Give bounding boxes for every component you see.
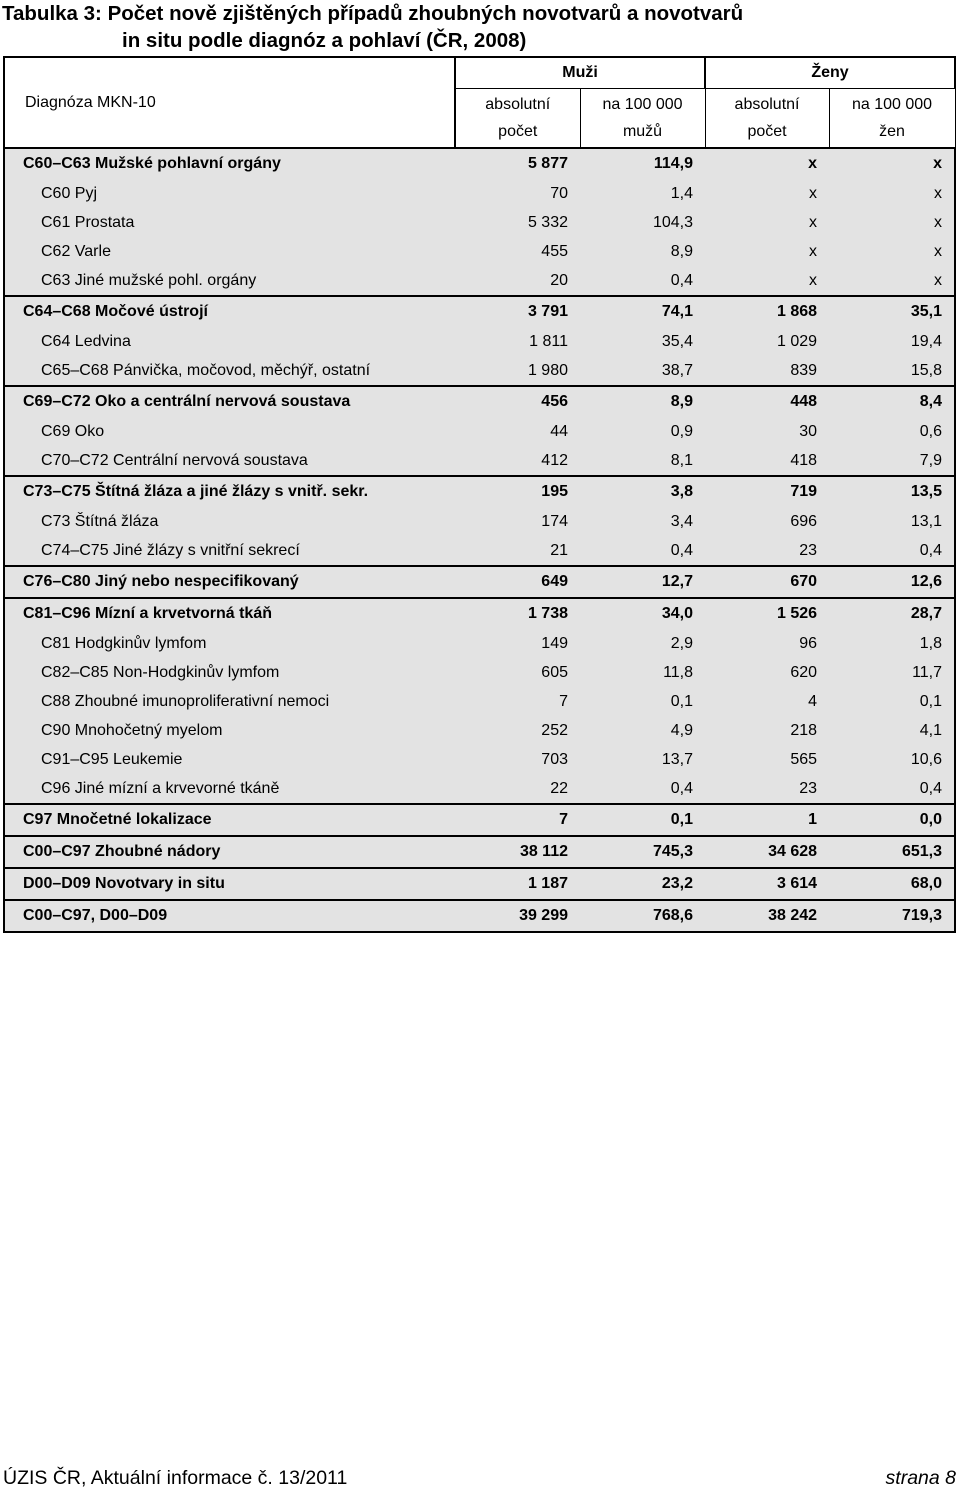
women-per-100k-cell: 12,6	[829, 566, 955, 598]
women-absolute-cell: x	[705, 237, 829, 266]
header-women-per-100k	[829, 89, 955, 149]
women-per-100k-cell: 19,4	[829, 327, 955, 356]
men-absolute-cell: 3 791	[455, 296, 580, 327]
women-absolute-cell: 1 029	[705, 327, 829, 356]
diagnosis-label: C69 Oko	[4, 417, 455, 446]
table-body	[4, 148, 955, 932]
table-row	[4, 208, 955, 237]
men-absolute-cell: 703	[455, 745, 580, 774]
table-title	[2, 0, 743, 54]
table-row	[4, 716, 955, 745]
women-per-100k-cell: 7,9	[829, 446, 955, 476]
diagnosis-table	[3, 56, 956, 933]
men-absolute-cell: 1 980	[455, 356, 580, 386]
diagnosis-label: C74–C75 Jiné žlázy s vnitřní sekrecí	[4, 536, 455, 566]
diagnosis-label: C64–C68 Močové ústrojí	[4, 296, 455, 327]
men-per-100k-cell: 0,1	[580, 687, 705, 716]
women-per-100k-cell: 1,8	[829, 629, 955, 658]
footer-page-number: strana 8	[885, 1467, 956, 1489]
women-per-100k-cell: x	[829, 208, 955, 237]
men-per-100k-cell: 0,1	[580, 804, 705, 836]
table-row	[4, 296, 955, 327]
table-row	[4, 237, 955, 266]
women-per-100k-cell: 68,0	[829, 868, 955, 900]
women-per-100k-cell: 4,1	[829, 716, 955, 745]
women-per-100k-cell: x	[829, 237, 955, 266]
diagnosis-label: C73 Štítná žláza	[4, 507, 455, 536]
table-row	[4, 446, 955, 476]
men-per-100k-cell: 104,3	[580, 208, 705, 237]
women-absolute-cell: 418	[705, 446, 829, 476]
men-absolute-cell: 44	[455, 417, 580, 446]
women-absolute-cell: 3 614	[705, 868, 829, 900]
men-absolute-cell: 455	[455, 237, 580, 266]
men-per-100k-cell: 745,3	[580, 836, 705, 868]
diagnosis-label: C60–C63 Mužské pohlavní orgány	[4, 148, 455, 179]
women-per-100k-cell: 15,8	[829, 356, 955, 386]
women-absolute-cell: 218	[705, 716, 829, 745]
women-absolute-cell: 719	[705, 476, 829, 507]
women-absolute-cell: 448	[705, 386, 829, 417]
men-absolute-cell: 649	[455, 566, 580, 598]
women-absolute-cell: 4	[705, 687, 829, 716]
men-per-100k-cell: 0,4	[580, 536, 705, 566]
men-per-100k-cell: 11,8	[580, 658, 705, 687]
men-absolute-cell: 195	[455, 476, 580, 507]
women-absolute-cell: 96	[705, 629, 829, 658]
table-row	[4, 327, 955, 356]
table-row	[4, 900, 955, 932]
women-per-100k-cell: 13,1	[829, 507, 955, 536]
women-absolute-cell: 565	[705, 745, 829, 774]
diagnosis-label: C63 Jiné mužské pohl. orgány	[4, 266, 455, 296]
men-per-100k-cell: 4,9	[580, 716, 705, 745]
women-absolute-cell: x	[705, 179, 829, 208]
diagnosis-label: D00–D09 Novotvary in situ	[4, 868, 455, 900]
women-absolute-cell: 34 628	[705, 836, 829, 868]
table-row	[4, 629, 955, 658]
diagnosis-label: C76–C80 Jiný nebo nespecifikovaný	[4, 566, 455, 598]
men-per-100k-cell: 0,4	[580, 266, 705, 296]
women-per-100k-cell: x	[829, 266, 955, 296]
men-absolute-cell: 22	[455, 774, 580, 804]
footer-source: ÚZIS ČR, Aktuální informace č. 13/2011	[3, 1467, 348, 1489]
table-row	[4, 148, 955, 179]
table-row	[4, 804, 955, 836]
table-row	[4, 507, 955, 536]
table-row	[4, 598, 955, 629]
women-absolute-cell: 1 868	[705, 296, 829, 327]
men-per-100k-cell: 35,4	[580, 327, 705, 356]
diagnosis-label: C70–C72 Centrální nervová soustava	[4, 446, 455, 476]
men-per-100k-cell: 0,4	[580, 774, 705, 804]
diagnosis-label: C91–C95 Leukemie	[4, 745, 455, 774]
diagnosis-label: C81 Hodgkinův lymfom	[4, 629, 455, 658]
header-diagnosis: Diagnóza MKN-10	[4, 57, 455, 148]
table-row	[4, 476, 955, 507]
diagnosis-label: C90 Mnohočetný myelom	[4, 716, 455, 745]
women-per-100k-cell: 0,6	[829, 417, 955, 446]
women-absolute-cell: 839	[705, 356, 829, 386]
men-absolute-cell: 1 187	[455, 868, 580, 900]
table-row	[4, 417, 955, 446]
men-absolute-cell: 252	[455, 716, 580, 745]
women-per-100k-cell: 0,4	[829, 536, 955, 566]
men-per-100k-cell: 0,9	[580, 417, 705, 446]
women-absolute-cell: 23	[705, 774, 829, 804]
table-row	[4, 179, 955, 208]
women-per-100k-cell: 0,4	[829, 774, 955, 804]
diagnosis-label: C73–C75 Štítná žláza a jiné žlázy s vnitř. sekr.	[4, 476, 455, 507]
women-absolute-cell: 1	[705, 804, 829, 836]
table-row	[4, 566, 955, 598]
men-absolute-cell: 7	[455, 687, 580, 716]
diagnosis-label: C97 Mnočetné lokalizace	[4, 804, 455, 836]
header-text: počet	[747, 123, 787, 140]
table-row	[4, 386, 955, 417]
men-absolute-cell: 38 112	[455, 836, 580, 868]
women-absolute-cell: x	[705, 148, 829, 179]
men-per-100k-cell: 74,1	[580, 296, 705, 327]
men-absolute-cell: 456	[455, 386, 580, 417]
table-row	[4, 266, 955, 296]
women-absolute-cell: 38 242	[705, 900, 829, 932]
men-absolute-cell: 70	[455, 179, 580, 208]
table-row	[4, 658, 955, 687]
women-per-100k-cell: 719,3	[829, 900, 955, 932]
diagnosis-label: C65–C68 Pánvička, močovod, měchýř, ostatní	[4, 356, 455, 386]
men-per-100k-cell: 8,9	[580, 386, 705, 417]
diagnosis-label: C62 Varle	[4, 237, 455, 266]
men-per-100k-cell: 3,4	[580, 507, 705, 536]
header-women-absolute	[705, 89, 829, 149]
women-per-100k-cell: 13,5	[829, 476, 955, 507]
women-per-100k-cell: 0,1	[829, 687, 955, 716]
men-per-100k-cell: 114,9	[580, 148, 705, 179]
diagnosis-label: C00–C97 Zhoubné nádory	[4, 836, 455, 868]
header-text: na 100 000	[851, 96, 933, 113]
men-per-100k-cell: 2,9	[580, 629, 705, 658]
title-line-1: Tabulka 3: Počet nově zjištěných případů zhoubných novotvarů a novotvarů	[2, 2, 744, 25]
men-absolute-cell: 5 877	[455, 148, 580, 179]
table-row	[4, 774, 955, 804]
table-row	[4, 536, 955, 566]
men-per-100k-cell: 8,9	[580, 237, 705, 266]
header-men-absolute	[455, 89, 580, 149]
men-per-100k-cell: 12,7	[580, 566, 705, 598]
men-per-100k-cell: 768,6	[580, 900, 705, 932]
diagnosis-label: C60 Pyj	[4, 179, 455, 208]
diagnosis-label: C69–C72 Oko a centrální nervová soustava	[4, 386, 455, 417]
women-absolute-cell: 1 526	[705, 598, 829, 629]
header-text: počet	[498, 123, 538, 140]
title-line-2: in situ podle diagnóz a pohlaví (ČR, 2008)	[122, 29, 527, 52]
women-per-100k-cell: x	[829, 148, 955, 179]
diagnosis-label: C81–C96 Mízní a krvetvorná tkáň	[4, 598, 455, 629]
men-per-100k-cell: 13,7	[580, 745, 705, 774]
women-absolute-cell: 30	[705, 417, 829, 446]
header-text: žen	[879, 123, 905, 140]
men-per-100k-cell: 1,4	[580, 179, 705, 208]
header-text: mužů	[622, 123, 663, 140]
women-per-100k-cell: 35,1	[829, 296, 955, 327]
women-per-100k-cell: 8,4	[829, 386, 955, 417]
men-per-100k-cell: 34,0	[580, 598, 705, 629]
men-absolute-cell: 21	[455, 536, 580, 566]
men-absolute-cell: 149	[455, 629, 580, 658]
header-text: na 100 000	[602, 96, 683, 113]
women-per-100k-cell: x	[829, 179, 955, 208]
men-per-100k-cell: 8,1	[580, 446, 705, 476]
diagnosis-label: C61 Prostata	[4, 208, 455, 237]
women-absolute-cell: 670	[705, 566, 829, 598]
women-per-100k-cell: 10,6	[829, 745, 955, 774]
diagnosis-label: C82–C85 Non-Hodgkinův lymfom	[4, 658, 455, 687]
header-text: absolutní	[734, 96, 800, 113]
women-absolute-cell: 620	[705, 658, 829, 687]
men-per-100k-cell: 3,8	[580, 476, 705, 507]
table-row	[4, 836, 955, 868]
women-per-100k-cell: 0,0	[829, 804, 955, 836]
women-absolute-cell: 23	[705, 536, 829, 566]
table-row	[4, 356, 955, 386]
table-row	[4, 868, 955, 900]
men-absolute-cell: 174	[455, 507, 580, 536]
diagnosis-label: C64 Ledvina	[4, 327, 455, 356]
men-per-100k-cell: 23,2	[580, 868, 705, 900]
table-row	[4, 745, 955, 774]
men-absolute-cell: 39 299	[455, 900, 580, 932]
men-absolute-cell: 7	[455, 804, 580, 836]
men-absolute-cell: 605	[455, 658, 580, 687]
women-absolute-cell: x	[705, 208, 829, 237]
men-per-100k-cell: 38,7	[580, 356, 705, 386]
diagnosis-label: C00–C97, D00–D09	[4, 900, 455, 932]
women-absolute-cell: 696	[705, 507, 829, 536]
women-per-100k-cell: 11,7	[829, 658, 955, 687]
women-per-100k-cell: 28,7	[829, 598, 955, 629]
men-absolute-cell: 20	[455, 266, 580, 296]
men-absolute-cell: 1 811	[455, 327, 580, 356]
table-row	[4, 687, 955, 716]
header-women: Ženy	[705, 57, 955, 89]
women-absolute-cell: x	[705, 266, 829, 296]
diagnosis-label: C96 Jiné mízní a krvevorné tkáně	[4, 774, 455, 804]
header-text: absolutní	[485, 96, 551, 113]
men-absolute-cell: 412	[455, 446, 580, 476]
header-men: Muži	[455, 57, 705, 89]
women-per-100k-cell: 651,3	[829, 836, 955, 868]
men-absolute-cell: 5 332	[455, 208, 580, 237]
men-absolute-cell: 1 738	[455, 598, 580, 629]
diagnosis-label: C88 Zhoubné imunoproliferativní nemoci	[4, 687, 455, 716]
header-men-per-100k	[580, 89, 705, 149]
